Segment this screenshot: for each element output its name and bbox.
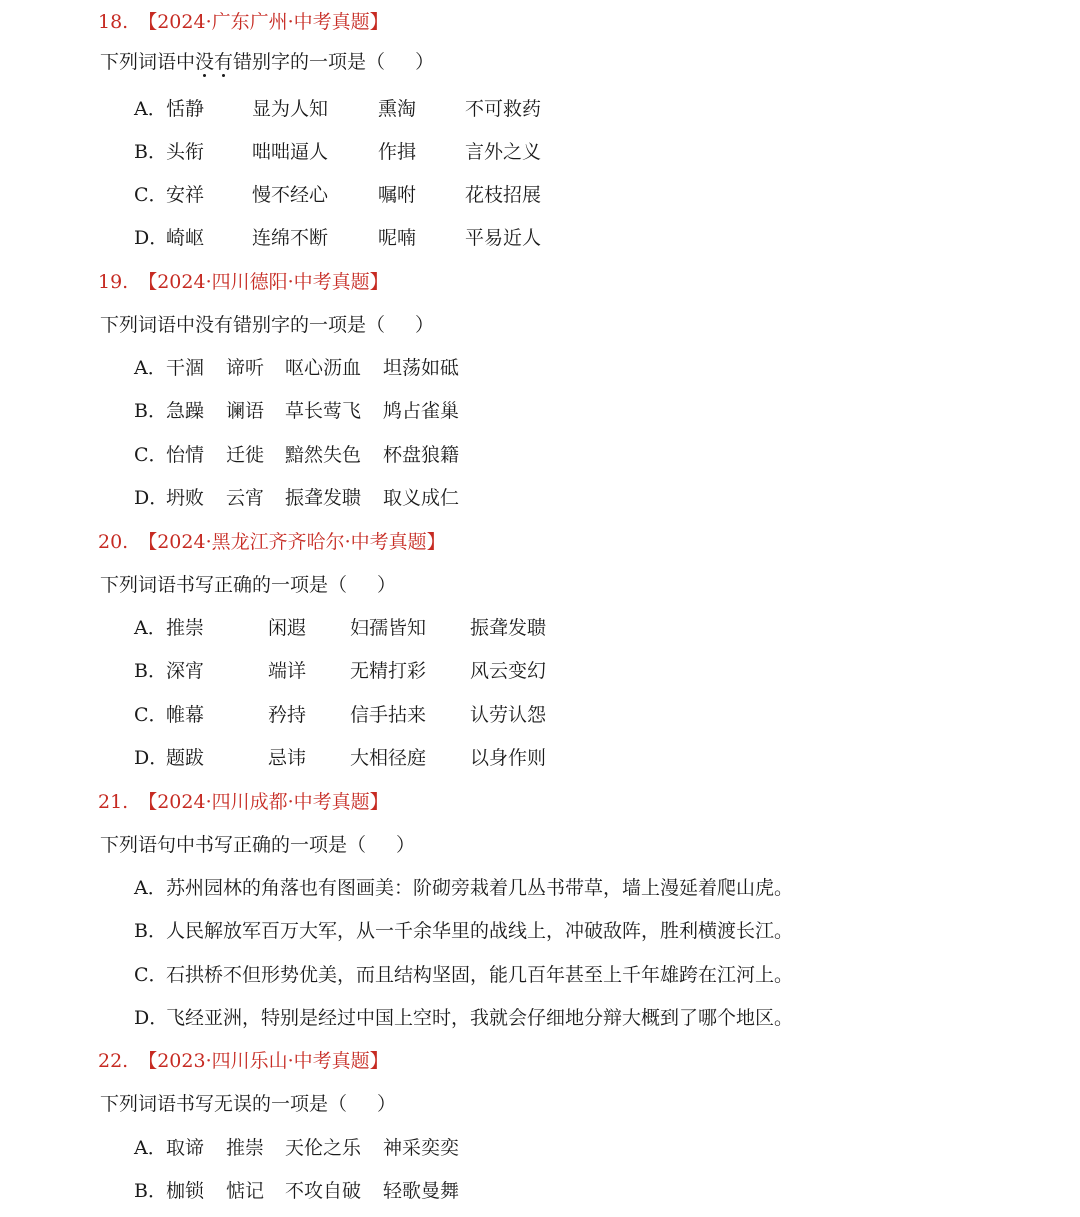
option-word: 忌讳 xyxy=(268,747,307,769)
question-21-option-b xyxy=(134,916,793,946)
option-word: 显为人知 xyxy=(252,98,329,120)
question-22-header xyxy=(98,1046,389,1076)
option-word: 认劳认怨 xyxy=(470,704,547,726)
option-word: 帷幕 xyxy=(166,704,205,726)
question-22-option-a xyxy=(134,1133,460,1163)
question-source: 【2023·四川乐山·中考真题】 xyxy=(138,1050,389,1072)
question-21-header xyxy=(98,787,389,817)
option-word: 振聋发聩 xyxy=(470,617,547,639)
question-19-stem: 下列词语中没有错别字的一项是（ ） xyxy=(100,314,435,336)
option-word: 鸠占雀巢 xyxy=(383,400,460,422)
question-18-option-b xyxy=(134,137,542,167)
option-word: 闲遐 xyxy=(268,617,307,639)
option-word: 呢喃 xyxy=(378,227,417,249)
option-word: 谰语 xyxy=(226,400,265,422)
option-word: 推崇 xyxy=(226,1137,265,1159)
option-word: 端详 xyxy=(268,660,307,682)
option-letter: B． xyxy=(134,1180,167,1202)
option-word: 迁徙 xyxy=(226,444,265,466)
option-word: 草长莺飞 xyxy=(285,400,362,422)
question-20-stem: 下列词语书写正确的一项是（ ） xyxy=(100,574,397,596)
question-20-header xyxy=(98,527,446,557)
option-word: 深宵 xyxy=(166,660,205,682)
option-letter: B． xyxy=(134,141,167,163)
option-word: 风云变幻 xyxy=(470,660,547,682)
option-sentence: 石拱桥不但形势优美，而且结构坚固，能几百年甚至上千年雄跨在江河上。 xyxy=(166,964,794,986)
option-word: 轻歌曼舞 xyxy=(383,1180,460,1202)
option-word: 坦荡如砥 xyxy=(383,357,460,379)
question-20-option-c xyxy=(134,700,547,730)
question-21-option-c xyxy=(134,960,793,990)
option-letter: D． xyxy=(134,747,169,769)
option-word: 黯然失色 xyxy=(285,444,362,466)
option-word: 云宵 xyxy=(226,487,265,509)
option-letter: B． xyxy=(134,660,167,682)
question-19-header xyxy=(98,267,389,297)
option-word: 花枝招展 xyxy=(465,184,542,206)
option-letter: D． xyxy=(134,1007,169,1029)
question-number: 19. xyxy=(98,271,129,293)
option-letter: C． xyxy=(134,184,168,206)
option-letter: C． xyxy=(134,704,168,726)
question-19-option-c xyxy=(134,440,460,470)
option-word: 不攻自破 xyxy=(285,1180,362,1202)
option-letter: A． xyxy=(134,98,167,120)
question-21-option-a xyxy=(134,873,793,903)
question-18-option-c xyxy=(134,180,542,210)
option-word: 大相径庭 xyxy=(350,747,427,769)
option-word: 天伦之乐 xyxy=(285,1137,362,1159)
option-letter: D． xyxy=(134,227,169,249)
option-sentence: 人民解放军百万大军，从一千余华里的战线上，冲破敌阵，胜利横渡长江。 xyxy=(166,920,794,942)
option-word: 咄咄逼人 xyxy=(252,141,329,163)
option-letter: A． xyxy=(134,1137,167,1159)
option-letter: B． xyxy=(134,400,167,422)
question-18-stem: 下列词语中没有错别字的一项是（ ） xyxy=(100,51,435,73)
option-word: 神采奕奕 xyxy=(383,1137,460,1159)
question-18-header xyxy=(98,7,389,37)
option-word: 呕心沥血 xyxy=(285,357,362,379)
question-source: 【2024·四川成都·中考真题】 xyxy=(138,791,389,813)
option-word: 信手拈来 xyxy=(350,704,427,726)
option-word: 杯盘狼籍 xyxy=(383,444,460,466)
option-word: 连绵不断 xyxy=(252,227,329,249)
question-number: 20. xyxy=(98,531,129,553)
option-word: 坍败 xyxy=(166,487,205,509)
option-word: 怡情 xyxy=(166,444,205,466)
question-22-stem: 下列词语书写无误的一项是（ ） xyxy=(100,1093,397,1115)
option-word: 急躁 xyxy=(166,400,205,422)
option-word: 振聋发聩 xyxy=(285,487,362,509)
option-letter: A． xyxy=(134,877,167,899)
question-source: 【2024·四川德阳·中考真题】 xyxy=(138,271,389,293)
option-letter: A． xyxy=(134,617,167,639)
option-word: 恬静 xyxy=(166,98,205,120)
option-word: 不可救药 xyxy=(465,98,542,120)
option-letter: D． xyxy=(134,487,169,509)
option-word: 矜持 xyxy=(268,704,307,726)
question-20-option-d xyxy=(134,743,547,773)
question-18-option-a xyxy=(134,94,542,124)
option-word: 作揖 xyxy=(378,141,417,163)
question-19-option-d xyxy=(134,483,460,513)
question-21-option-d xyxy=(134,1003,793,1033)
option-word: 安祥 xyxy=(166,184,205,206)
option-word: 妇孺皆知 xyxy=(350,617,427,639)
option-word: 惦记 xyxy=(226,1180,265,1202)
option-letter: C． xyxy=(134,444,168,466)
question-20-option-b xyxy=(134,656,547,686)
option-sentence: 苏州园林的角落也有图画美：阶砌旁栽着几丛书带草，墙上漫延着爬山虎。 xyxy=(166,877,794,899)
emphasis-char: 没 xyxy=(195,51,215,73)
option-word: 熏淘 xyxy=(378,98,417,120)
question-number: 22. xyxy=(98,1050,129,1072)
option-word: 言外之义 xyxy=(465,141,542,163)
option-word: 取谛 xyxy=(166,1137,205,1159)
option-word: 题跋 xyxy=(166,747,205,769)
question-22-option-b xyxy=(134,1176,460,1206)
option-word: 干涸 xyxy=(166,357,205,379)
option-word: 平易近人 xyxy=(465,227,542,249)
question-19-option-a xyxy=(134,353,460,383)
option-letter: A． xyxy=(134,357,167,379)
question-number: 18. xyxy=(98,11,129,33)
option-letter: B． xyxy=(134,920,167,942)
option-word: 头衔 xyxy=(166,141,205,163)
emphasis-char: 有 xyxy=(214,51,234,73)
option-word: 慢不经心 xyxy=(252,184,329,206)
question-19-option-b xyxy=(134,396,460,426)
question-20-option-a xyxy=(134,613,547,643)
option-word: 取义成仁 xyxy=(383,487,460,509)
option-word: 枷锁 xyxy=(166,1180,205,1202)
option-sentence: 飞经亚洲，特别是经过中国上空时，我就会仔细地分辩大概到了哪个地区。 xyxy=(166,1007,794,1029)
option-letter: C． xyxy=(134,964,168,986)
question-number: 21. xyxy=(98,791,129,813)
question-source: 【2024·广东广州·中考真题】 xyxy=(138,11,389,33)
option-word: 谛听 xyxy=(226,357,265,379)
option-word: 崎岖 xyxy=(166,227,205,249)
question-source: 【2024·黑龙江齐齐哈尔·中考真题】 xyxy=(138,531,446,553)
option-word: 无精打彩 xyxy=(350,660,427,682)
option-word: 嘱咐 xyxy=(378,184,417,206)
question-21-stem: 下列语句中书写正确的一项是（ ） xyxy=(100,834,416,856)
option-word: 以身作则 xyxy=(470,747,547,769)
option-word: 推崇 xyxy=(166,617,205,639)
question-18-option-d xyxy=(134,223,542,253)
